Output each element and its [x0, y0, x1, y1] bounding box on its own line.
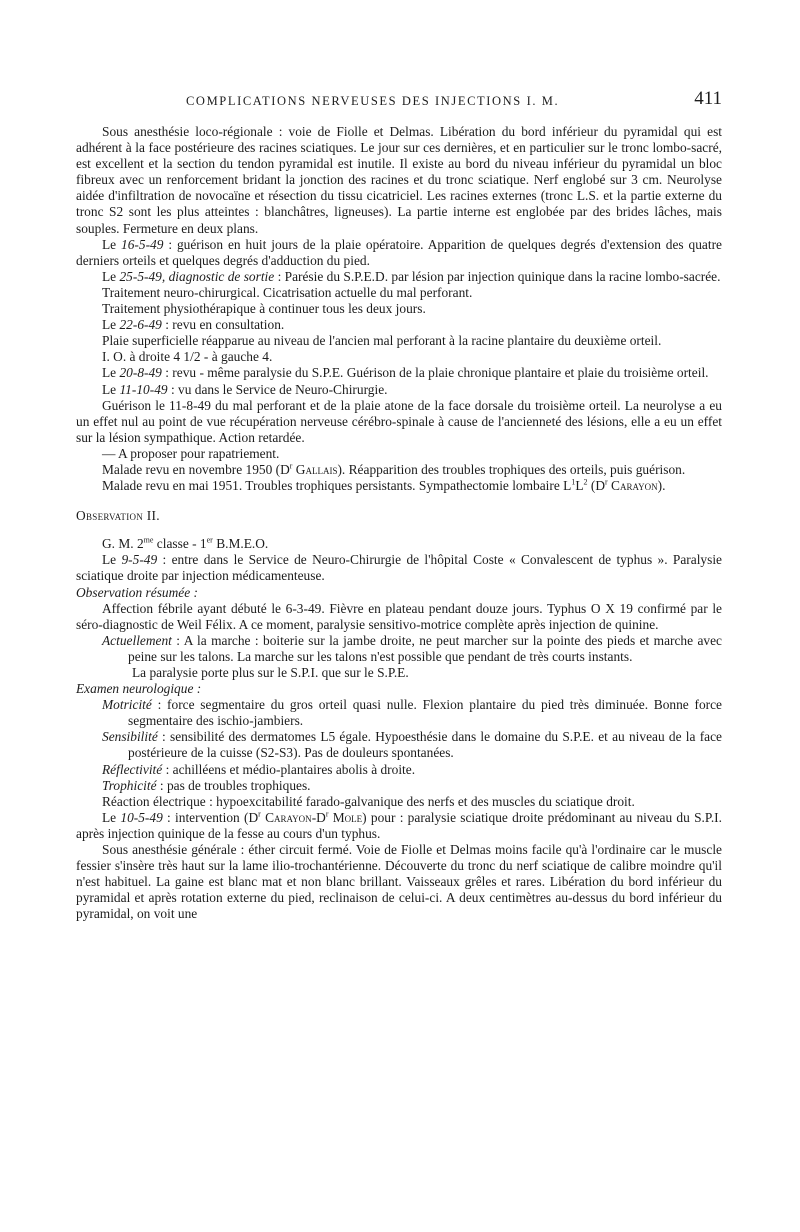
- date: 22-6-49: [119, 317, 162, 333]
- item-label: Actuellement: [102, 632, 172, 648]
- date: 10-5-49: [120, 809, 163, 825]
- paragraph: Le 11-10-49 : vu dans le Service de Neuro-Chirurgie.: [102, 381, 388, 397]
- paragraph: Traitement neuro-chirurgical. Cicatrisation actuelle du mal perforant.: [102, 284, 473, 300]
- paragraph: Trophicité : pas de troubles trophiques.: [102, 777, 311, 793]
- paragraph: G. M. $2^{me}$ classe - 1er B.M.E.O.: [102, 535, 269, 552]
- paragraph: Le 10-5-49 : intervention ($D^r$ Carayon-$D^r$ Mole) pour : paralysie sciatique droite prédominant au niveau du S.P.I. après injection quinique de la fesse au cours d'un typhus.: [76, 809, 722, 841]
- paragraph: — A proposer pour rapatriement.: [102, 445, 280, 461]
- paragraph: Le 9-5-49 : entre dans le Service de Neuro-Chirurgie de l'hôpital Coste « Convalescent de typhus ». Paralysie sciatique droite par injection médicamenteuse.: [76, 552, 722, 584]
- page-header: [76, 88, 722, 112]
- date: 9-5-49: [121, 552, 158, 568]
- date: 11-10-49: [119, 381, 168, 397]
- paragraph: Sous anesthésie loco-régionale : voie de Fiolle et Delmas. Libération du bord inférieur du pyramidal qui est adhérent à la face postérieure des racines sciatiques. Le jour sur ces dernières, et en particulier sur le tronc lombo-sacré, est excellent et la section du tendon pyramidal est inutile. Il existe au bord du niveau inférieur du pyramidal un bloc fibreux avec un renforcement bridant la jonction des racines et du tronc sciatique. Nerf englobé sur 3 cm. Neurolyse aidée d'infiltration de novocaïne et résection du tissu cicatriciel. Les racines externes (tronc L.S. et la partie externe du tronc S2 sont les plus atteintes : blanchâtres, ligneuses). La partie interne est englobée par des brides lâches, mais souples. Fermeture en deux plans.: [76, 124, 722, 236]
- paragraph: Plaie superficielle réapparue au niveau de l'ancien mal perforant à la racine plantaire du deuxième orteil.: [102, 333, 662, 349]
- paragraph: Le 16-5-49 : guérison en huit jours de la plaie opératoire. Apparition de quelques degrés d'extension des quatre derniers orteils et quelques degrés d'adduction du pied.: [76, 236, 722, 268]
- paragraph: Malade revu en mai 1951. Troubles trophiques persistants. Sympathectomie lombaire $L^1L^2$ ($D^r$ Carayon).: [102, 477, 666, 494]
- paragraph: Affection fébrile ayant débuté le 6-3-49. Fièvre en plateau pendant douze jours. Typhus O X 19 confirmé par le séro-diagnostic de Weil Félix. A ce moment, paralysie sensitivo-motrice complète après injection de quinine.: [76, 600, 722, 632]
- paragraph: Réaction électrique : hypoexcitabilité farado-galvanique des nerfs et des muscles du sciatique droit.: [102, 793, 635, 809]
- item-label: Motricité: [102, 697, 152, 713]
- paragraph: Traitement physiothérapique à continuer tous les deux jours.: [102, 301, 426, 317]
- paragraph: Le 20-8-49 : revu - même paralysie du S.P.E. Guérison de la plaie chronique plantaire et plaie du troisième orteil.: [102, 365, 709, 381]
- running-title: COMPLICATIONS NERVEUSES DES INJECTIONS I. M.: [186, 94, 560, 108]
- item-label: Trophicité: [102, 777, 157, 793]
- le-label: Le: [102, 236, 122, 252]
- paragraph: Malade revu en novembre 1950 ($D^r$ Gallais). Réapparition des troubles trophiques des orteils, puis guérison.: [102, 461, 686, 477]
- paragraph: I. O. à droite 4 1/2 - à gauche 4.: [102, 349, 273, 365]
- paragraph: Le 25-5-49, diagnostic de sortie : Parésie du S.P.E.D. par lésion par injection quinique dans la racine lombo-sacrée.: [102, 268, 721, 284]
- paragraph: Actuellement : A la marche : boiterie sur la jambe droite, ne peut marcher sur la pointe des pieds et marche avec peine sur les talons. La marche sur les talons n'est possible que pendant de très courts instants.: [102, 632, 722, 664]
- page-number: 411: [694, 88, 722, 109]
- paragraph: Motricité : force segmentaire du gros orteil quasi nulle. Flexion plantaire du pied très diminuée. Bonne force segmentaire des ischio-jambiers.: [102, 697, 722, 729]
- body-text: [76, 124, 722, 923]
- paragraph: Le 22-6-49 : revu en consultation.: [102, 317, 285, 333]
- subheading: Examen neurologique :: [76, 681, 202, 697]
- paragraph: Sensibilité : sensibilité des dermatomes L5 égale. Hypoesthésie dans le domaine du S.P.E. et au niveau de la face postérieure de la cuisse (S2-S3). Pas de douleurs spontanées.: [102, 729, 722, 761]
- date: 20-8-49: [119, 365, 162, 381]
- section-heading: Observation II.: [76, 508, 160, 524]
- date: 16-5-49: [121, 236, 164, 252]
- paragraph: Sous anesthésie générale : éther circuit fermé. Voie de Fiolle et Delmas moins facile qu'à l'ordinaire car le muscle fessier s'insère très haut sur la lame ilio-trochantérienne. Découverte du tronc du nerf sciatique de calibre moindre qu'il n'est habituel. La gaine est blanc mat et non blanc brillant. Vaisseaux grêles et rares. Libération du bord inférieur du pyramidal et après rotation externe du pied, reclinaison de celui-ci. A deux centimètres au-dessus du bord inférieur du pyramidal, on voit une: [76, 842, 722, 922]
- subheading: Observation résumée :: [76, 584, 198, 600]
- item-label: Sensibilité: [102, 729, 158, 745]
- paragraph: La paralysie porte plus sur le S.P.I. que sur le S.P.E.: [132, 665, 409, 680]
- item-label: Réflectivité: [102, 761, 163, 777]
- date: 25-5-49: [119, 268, 162, 284]
- paragraph: Guérison le 11-8-49 du mal perforant et de la plaie atone de la face dorsale du troisième orteil. La neurolyse a eu un effet nul au point de vue récupération nerveuse cérébro-spinale à cause de l'ancienneté des lésions, elle a eu un effet sur la lésion sympathique. Action retardée.: [76, 397, 722, 445]
- paragraph: Réflectivité : achilléens et médio-plantaires abolis à droite.: [102, 761, 416, 777]
